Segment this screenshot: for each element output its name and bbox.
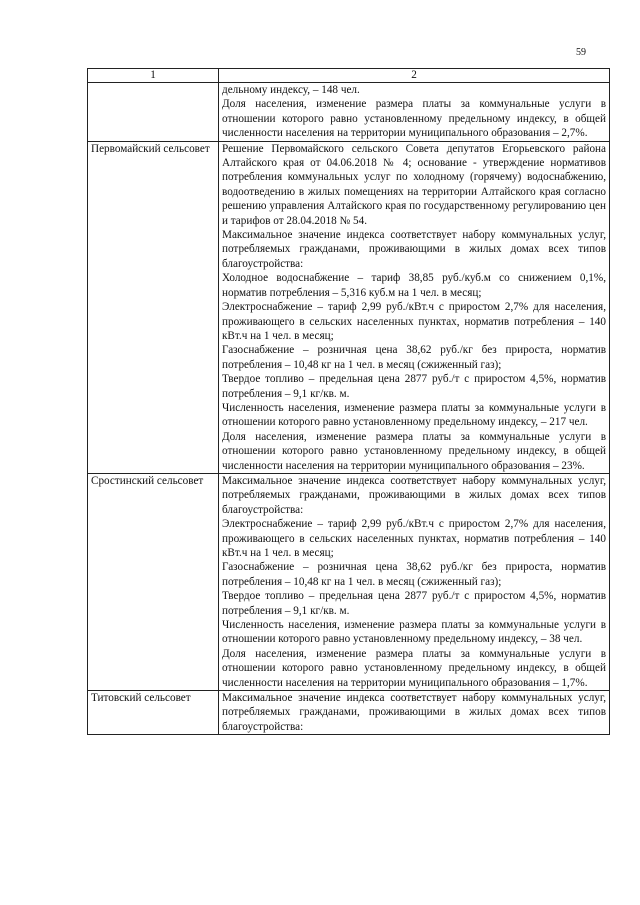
- tariff-table: [87, 68, 610, 735]
- paragraph: Электроснабжение – тариф 2,99 руб./кВт.ч с приростом 2,7% для населения, проживающего в сельских населенных пунктах, норматив потребления – 140 кВт.ч на 1 чел. в месяц;: [222, 518, 606, 559]
- paragraph: Твердое топливо – предельная цена 2877 руб./т с приростом 4,5%, норматив потребления – 9,1 кг/кв. м.: [222, 373, 606, 400]
- paragraph: Газоснабжение – розничная цена 38,62 руб./кг без прироста, норматив потребления – 10,48 кг на 1 чел. в месяц (сжиженный газ);: [222, 561, 606, 588]
- description-cell: [219, 141, 610, 473]
- paragraph: дельному индексу, – 148 чел.: [222, 84, 360, 96]
- description-cell: [219, 83, 610, 142]
- region-cell: Сростинский сельсовет: [88, 473, 219, 690]
- paragraph: Доля населения, изменение размера платы за коммунальные услуги в отношении которого равно установленному предельному индексу, в общей численности населения на территории муниципального образования – 2,7%.: [222, 98, 606, 140]
- paragraph: Доля населения, изменение размера платы за коммунальные услуги в отношении которого равно установленному предельному индексу, в общей численности населения на территории муниципального образования – 1,7%.: [222, 647, 606, 689]
- paragraph: Максимальное значение индекса соответствует набору коммунальных услуг, потребляемых гражданами, проживающими в жилых домах всех типов благоустройства:: [222, 229, 606, 270]
- header-cell-2: 2: [219, 69, 610, 83]
- description-cell: [219, 691, 610, 735]
- paragraph: Максимальное значение индекса соответствует набору коммунальных услуг, потребляемых гражданами, проживающими в жилых домах всех типов благоустройства:: [222, 692, 606, 733]
- paragraph: Решение Первомайского сельского Совета депутатов Егорьевского района Алтайского края от 04.06.2018 № 4; основание - утверждение нормативов потребления коммунальных услуг по холодному (горячему) водоснабжению, водоотведению в жилых помещениях на территории Алтайского края согласно решению управления Алтайского края по государственному регулированию цен и тарифов от 28.04.2018 № 54.: [222, 142, 606, 227]
- header-cell-1: 1: [88, 69, 219, 83]
- table-header-row: [88, 69, 610, 83]
- paragraph: Максимальное значение индекса соответствует набору коммунальных услуг, потребляемых гражданами, проживающими в жилых домах всех типов благоустройства:: [222, 474, 606, 516]
- region-cell: Первомайский сельсовет: [88, 141, 219, 473]
- table-row: [88, 141, 610, 473]
- paragraph: Газоснабжение – розничная цена 38,62 руб./кг без прироста, норматив потребления – 10,48 кг на 1 чел. в месяц (сжиженный газ);: [222, 344, 606, 371]
- region-cell: [88, 83, 219, 142]
- paragraph: Численность населения, изменение размера платы за коммунальные услуги в отношении которого равно установленному предельному индексу, – 217 чел.: [222, 401, 606, 429]
- paragraph: Твердое топливо – предельная цена 2877 руб./т с приростом 4,5%, норматив потребления – 9,1 кг/кв. м.: [222, 590, 606, 617]
- paragraph: Электроснабжение – тариф 2,99 руб./кВт.ч с приростом 2,7% для населения, проживающего в сельских населенных пунктах, норматив потребления – 140 кВт.ч на 1 чел. в месяц;: [222, 301, 606, 342]
- table-row: [88, 83, 610, 142]
- paragraph: Численность населения, изменение размера платы за коммунальные услуги в отношении которого равно установленному предельному индексу, – 38 чел.: [222, 619, 606, 646]
- table-row: [88, 473, 610, 690]
- paragraph: Холодное водоснабжение – тариф 38,85 руб./куб.м со снижением 0,1%, норматив потребления – 5,316 куб.м на 1 чел. в месяц;: [222, 272, 606, 299]
- table-row: [88, 691, 610, 735]
- page-number: 59: [576, 47, 586, 58]
- region-cell: Титовский сельсовет: [88, 691, 219, 735]
- description-cell: [219, 473, 610, 690]
- paragraph: Доля населения, изменение размера платы за коммунальные услуги в отношении которого равно установленному предельному индексу, в общей численности населения на территории муниципального образования – 23%.: [222, 430, 606, 472]
